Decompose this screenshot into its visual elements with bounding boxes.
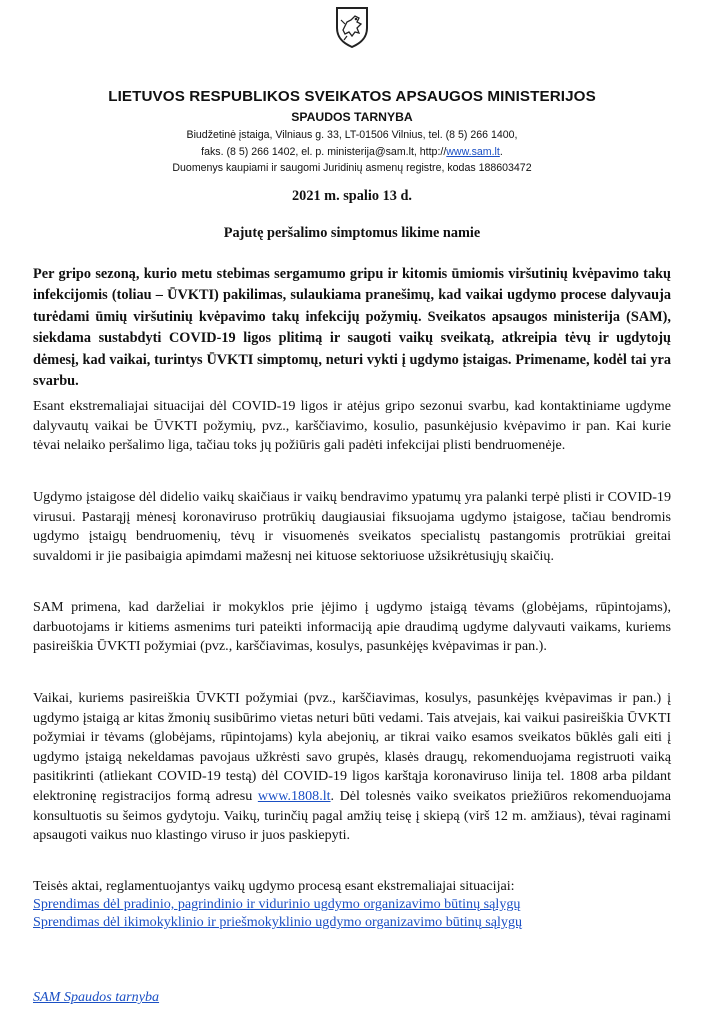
legal-acts-intro: Teisės aktai, reglamentuojantys vaikų ugdymo procesą esant ekstremaliajai situacijai: [33,878,515,894]
contact-line-2-prefix: faks. (8 5) 266 1402, el. p. ministerija@sam.lt, http:// [201,145,447,158]
contact-line-2 [0,145,704,160]
paragraph-2: Ugdymo įstaigose dėl didelio vaikų skaičiaus ir vaikų bendravimo ypatumų yra palanki terpė plisti ir COVID-19 virusui. Pastarąjį mėnesį koronaviruso protrūkių daugiausiai fiksuojama ugdymo įstaigose, tačiau bendromis ugdymo įstaigų bendruomenių, tėvų ir visuomenės sveikatos specialistų pastangomis protrūkiai greitai suvaldomi ir jie pasibaigia apimdami mažesnį nei kituose sektoriuose užsikrėtusiųjų skaičių. [33,489,671,564]
paragraph-4-text-a: Vaikai, kuriems pasireiškia ŪVKTI požymiai (pvz., karščiavimas, kosulys, pasunkėjęs kvėpavimas ir pan.) į ugdymo įstaigą ar kitas žmonių susibūrimo vietas neturi būti vedami. Tais atvejais, kai vaikui pasireiškia ŪVKTI požymiai ir tėvams (globėjams, rūpintojams) kyla abejonių, ar tikrai vaiko esamos sveikatos būklės gali eiti į ugdymo įstaigą nekeldamas pavojaus užkrėsti savo grupės, klasės draugų, rekomenduojama registruoti vaiką pasitikrinti (atliekant COVID-19 testą) dėl COVID-19 ligos karštąja koronaviruso linija tel. 1808 arba pildant elektroninę registracijos formą adresu [33,690,671,804]
signature [33,989,159,1006]
signature-link[interactable]: SAM Spaudos tarnyba [33,989,160,1005]
legal-acts [33,877,673,931]
paragraph-4-text-b: . Dėl tolesnės vaiko sveikatos priežiūros rekomenduojama konsultuotis su šeimos gydytoju. Vaikų, turinčių pagal amžių teisę į skiepą (virš 12 m. amžiaus), tėvai raginami apsaugoti vaikus nuo klastingo viruso ir juos paskiepyti. [33,787,671,844]
lead-paragraph: Per gripo sezoną, kurio metu stebimas sergamumo gripu ir kitomis ūmiomis viršutinių kvėpavimo takų infekcijomis (toliau – ŪVKTI) pakilimas, sulaukiama pranešimų, kad vaikai ugdymo procese dalyvauja turėdami ūmių viršutinių kvėpavimo takų infekcijų požymių. Sveikatos apsaugos ministerija (SAM), siekdama sustabdyti COVID-19 ligos plitimą ir saugoti vaikų sveikatą, atkreipia tėvų ir ugdytojų dėmesį, kad vaikai, turintys ŪVKTI simptomų, neturi vykti į ugdymo įstaigas. Primename, kodėl tai yra svarbu. [33,266,671,390]
legal-link-primary-education[interactable]: Sprendimas dėl pradinio, pagrindinio ir vidurinio ugdymo organizavimo būtinų sąlygų [33,896,521,912]
legal-link-preschool-education[interactable]: Sprendimas dėl ikimokyklinio ir priešmokyklinio ugdymo organizavimo būtinų sąlygų [33,914,523,930]
ministry-name: LIETUVOS RESPUBLIKOS SVEIKATOS APSAUGOS MINISTERIJOS [108,88,596,105]
paragraph-1: Esant ekstremaliajai situacijai dėl COVID-19 ligos ir atėjus gripo sezonui svarbu, kad kontaktiniame ugdyme dalyvautų vaikai be ŪVKTI požymių, pvz., karščiavimo, kosulio, pasunkėjusio kvėpavimo ir pan. Kai kurie tėvai nelaiko peršalimo liga, tačiau toks jų požiūris gali padėti infekcijai plisti bendruomenėje. [33,398,671,453]
registration-link[interactable]: www.1808.lt [257,787,331,804]
contact-line-3: Duomenys kaupiami ir saugomi Juridinių asmenų registre, kodas 188603472 [172,162,532,174]
release-title: Pajutę peršalimo simptomus likime namie [223,225,481,241]
website-link[interactable]: www.sam.lt [446,145,500,158]
release-date: 2021 m. spalio 13 d. [292,188,412,204]
letterhead [0,88,704,176]
contact-line-1: Biudžetinė įstaiga, Vilniaus g. 33, LT-01506 Vilnius, tel. (8 5) 266 1400, [186,129,518,141]
office-name: SPAUDOS TARNYBA [291,110,413,124]
contact-line-2-suffix: . [499,145,503,158]
paragraph-4 [33,689,671,846]
paragraph-3: SAM primena, kad darželiai ir mokyklos prie įėjimo į ugdymo įstaigą tėvams (globėjams, rūpintojams), darbuotojams ir kitiems asmenims turi pateikti informaciją apie draudimą ugdyme dalyvauti vaikams, kuriems pasireiškia ŪVKTI požymiai (pvz., karščiavimas, kosulys, pasunkėjęs kvėpavimas ir pan.). [33,599,671,654]
lithuanian-coat-of-arms-icon [335,6,369,48]
